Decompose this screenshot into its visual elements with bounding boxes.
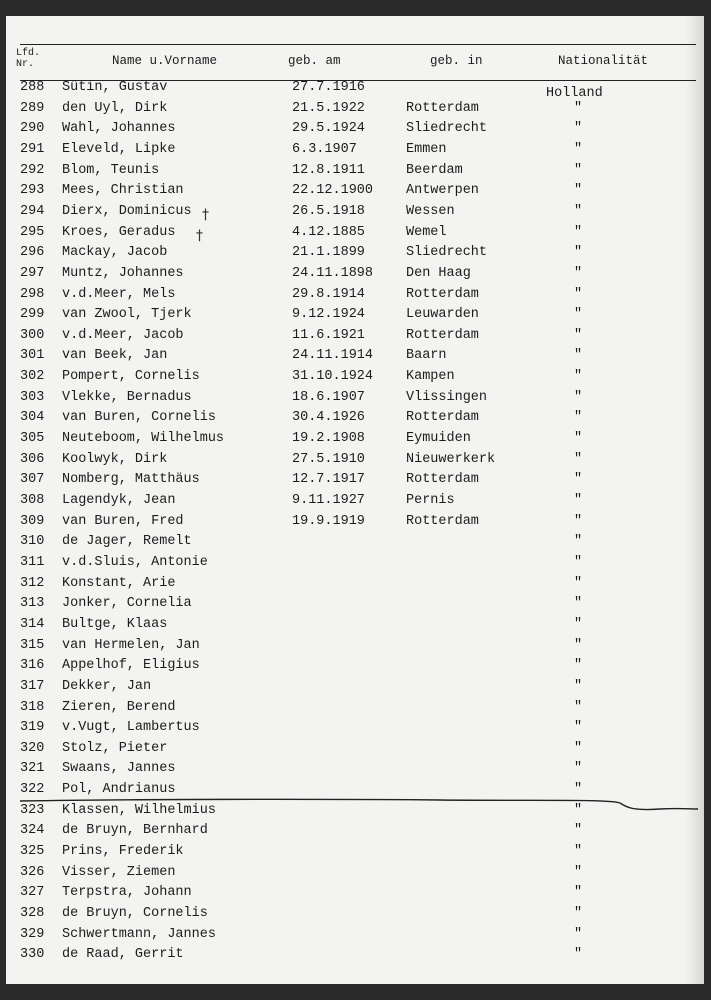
table-row (6, 390, 704, 410)
row-nationality: " (574, 761, 583, 777)
row-birth-place: Rotterdam (406, 286, 479, 302)
table-row (6, 121, 704, 141)
row-name: Klassen, Wilhelmius (62, 802, 216, 818)
table-row (6, 287, 704, 307)
table-row (6, 927, 704, 947)
table-header (6, 48, 704, 74)
row-number: 302 (20, 369, 45, 385)
row-number: 319 (20, 720, 45, 736)
row-name: Terpstra, Johann (62, 885, 192, 901)
row-nationality: " (574, 864, 583, 880)
page-edge (686, 16, 704, 984)
row-birth-place: Sliedrecht (406, 121, 488, 137)
row-nationality: " (574, 183, 583, 199)
row-number: 323 (20, 802, 45, 818)
row-number: 326 (20, 864, 45, 880)
row-number: 321 (20, 761, 45, 777)
row-birth-date: 12.8.1911 (292, 162, 365, 178)
row-name: Mees, Christian (62, 183, 184, 199)
table-row (6, 679, 704, 699)
table-row (6, 266, 704, 286)
table-row (6, 80, 704, 100)
row-birth-date: 6.3.1907 (292, 141, 357, 157)
row-number: 308 (20, 493, 45, 508)
row-nationality: " (574, 658, 583, 674)
row-birth-place: Nieuwerkerk (406, 451, 496, 467)
row-nationality: " (574, 844, 583, 860)
row-nationality: " (574, 513, 583, 529)
table-row (6, 410, 704, 430)
row-nationality: " (574, 740, 583, 756)
row-birth-date: 30.4.1926 (292, 410, 365, 426)
row-number: 309 (20, 513, 45, 529)
table-row (6, 617, 704, 637)
row-nationality: " (574, 348, 583, 364)
row-name: Swaans, Jannes (62, 761, 176, 777)
row-name: Neuteboom, Wilhelmus (62, 431, 225, 447)
row-nationality: " (574, 100, 583, 116)
row-birth-place: Pernis (406, 493, 455, 508)
table-row (6, 472, 704, 492)
document-page (6, 16, 704, 984)
row-name: Pompert, Cornelis (62, 369, 200, 385)
row-nationality: " (574, 121, 583, 137)
row-number: 327 (20, 885, 45, 901)
cross-mark-295: † (196, 228, 203, 244)
row-birth-place: Rotterdam (406, 513, 479, 529)
row-nationality: " (574, 493, 583, 508)
row-birth-date: 9.12.1924 (292, 307, 365, 323)
row-number: 299 (20, 307, 45, 323)
table-row (6, 885, 704, 905)
row-nationality: " (574, 885, 583, 901)
row-birth-date: 21.1.1899 (292, 245, 365, 261)
row-birth-place: Emmen (406, 141, 447, 157)
row-number: 311 (20, 554, 45, 570)
row-birth-date: 31.10.1924 (292, 369, 374, 385)
row-name: Konstant, Arie (62, 575, 176, 591)
table-row (6, 844, 704, 864)
table-row (6, 183, 704, 203)
row-number: 292 (20, 162, 45, 178)
row-name: v.d.Sluis, Antonie (62, 554, 208, 570)
row-nationality: " (574, 431, 583, 447)
row-name: v.Vugt, Lambertus (62, 720, 200, 736)
table-row (6, 369, 704, 389)
row-birth-date: 29.5.1924 (292, 121, 365, 137)
table-row (6, 534, 704, 554)
row-nationality: " (574, 451, 583, 467)
table-row (6, 431, 704, 451)
header-born-on: geb. am (288, 54, 341, 68)
row-name: Zieren, Berend (62, 699, 176, 715)
row-name: Dekker, Jan (62, 678, 152, 694)
row-birth-date: 26.5.1918 (292, 203, 365, 219)
row-number: 306 (20, 451, 45, 467)
row-birth-date: 19.9.1919 (292, 513, 365, 529)
table-row (6, 348, 704, 368)
table-row (6, 720, 704, 740)
row-nationality: " (574, 224, 583, 240)
row-name: Blom, Teunis (62, 162, 160, 178)
row-number: 312 (20, 575, 45, 591)
row-name: de Jager, Remelt (62, 534, 192, 550)
divider-line (20, 797, 698, 817)
row-number: 324 (20, 823, 45, 839)
table-row (6, 101, 704, 121)
row-nationality: Holland (546, 86, 603, 101)
row-nationality: " (574, 802, 583, 818)
table-row (6, 741, 704, 761)
row-birth-date: 9.11.1927 (292, 493, 365, 508)
row-birth-place: Sliedrecht (406, 245, 488, 261)
table-row (6, 452, 704, 472)
row-name: van Buren, Fred (62, 513, 184, 529)
row-number: 322 (20, 782, 45, 798)
table-row (6, 328, 704, 348)
row-name: de Bruyn, Bernhard (62, 823, 208, 839)
row-number: 313 (20, 596, 45, 612)
row-name: Muntz, Johannes (62, 265, 184, 281)
row-number: 289 (20, 100, 45, 116)
row-nationality: " (574, 410, 583, 426)
table-row (6, 514, 704, 534)
row-number: 320 (20, 740, 45, 756)
table-row (6, 225, 704, 245)
table-row (6, 700, 704, 720)
row-name: Eleveld, Lipke (62, 141, 176, 157)
row-number: 316 (20, 658, 45, 674)
row-birth-place: Antwerpen (406, 183, 479, 199)
row-birth-date: 24.11.1914 (292, 348, 374, 364)
row-nationality: " (574, 141, 583, 157)
row-birth-place: Wessen (406, 203, 455, 219)
row-nationality: " (574, 307, 583, 323)
table-row (6, 555, 704, 575)
table-row (6, 906, 704, 926)
row-number: 315 (20, 637, 45, 653)
row-number: 317 (20, 678, 45, 694)
row-nationality: " (574, 616, 583, 632)
header-top-rule (20, 44, 696, 45)
table-row (6, 245, 704, 265)
header-name: Name u.Vorname (112, 54, 218, 68)
row-name: v.d.Meer, Mels (62, 286, 176, 302)
row-nationality: " (574, 575, 583, 591)
row-birth-place: Rotterdam (406, 327, 479, 343)
row-number: 329 (20, 926, 45, 942)
row-birth-date: 12.7.1917 (292, 472, 365, 488)
row-name: v.d.Meer, Jacob (62, 327, 184, 343)
row-name: Koolwyk, Dirk (62, 451, 168, 467)
row-number: 305 (20, 431, 45, 447)
table-row (6, 638, 704, 658)
table-row (6, 307, 704, 327)
row-number: 328 (20, 906, 45, 921)
table-row (6, 596, 704, 616)
row-number: 303 (20, 389, 45, 405)
row-name: Sütin, Gustav (62, 80, 168, 95)
row-name: Visser, Ziemen (62, 864, 176, 880)
row-birth-date: 24.11.1898 (292, 265, 374, 281)
row-nationality: " (574, 534, 583, 550)
table-row (6, 142, 704, 162)
row-number: 296 (20, 245, 45, 261)
row-birth-place: Wemel (406, 224, 447, 240)
row-number: 304 (20, 410, 45, 426)
row-nationality: " (574, 678, 583, 694)
table-row (6, 576, 704, 596)
row-number: 330 (20, 947, 45, 963)
row-nationality: " (574, 369, 583, 385)
row-birth-date: 27.5.1910 (292, 451, 365, 467)
row-number: 310 (20, 534, 45, 550)
row-number: 295 (20, 224, 45, 240)
row-number: 297 (20, 265, 45, 281)
table-row (6, 493, 704, 513)
table-row (6, 865, 704, 885)
row-name: van Hermelen, Jan (62, 637, 200, 653)
row-name: Lagendyk, Jean (62, 493, 176, 508)
row-nationality: " (574, 823, 583, 839)
header-born-in: geb. in (430, 54, 483, 68)
header-nationality: Nationalität (558, 54, 649, 68)
row-name: Jonker, Cornelia (62, 596, 192, 612)
row-birth-place: Den Haag (406, 265, 471, 281)
row-nationality: " (574, 947, 583, 963)
row-birth-date: 4.12.1885 (292, 224, 365, 240)
row-birth-place: Baarn (406, 348, 447, 364)
row-birth-place: Rotterdam (406, 100, 479, 116)
row-birth-date: 22.12.1900 (292, 183, 374, 199)
row-number: 293 (20, 183, 45, 199)
row-nationality: " (574, 389, 583, 405)
row-name: Nomberg, Matthäus (62, 472, 200, 488)
row-nationality: " (574, 782, 583, 798)
row-nationality: " (574, 906, 583, 921)
row-number: 314 (20, 616, 45, 632)
row-nationality: " (574, 265, 583, 281)
table-row (6, 658, 704, 678)
row-nationality: " (574, 926, 583, 942)
row-name: den Uyl, Dirk (62, 100, 168, 116)
row-birth-place: Leuwarden (406, 307, 479, 323)
row-name: Dierx, Dominicus (62, 203, 192, 219)
row-name: de Raad, Gerrit (62, 947, 184, 963)
row-nationality: " (574, 637, 583, 653)
row-birth-place: Beerdam (406, 162, 463, 178)
row-birth-date: 19.2.1908 (292, 431, 365, 447)
row-nationality: " (574, 162, 583, 178)
row-birth-date: 21.5.1922 (292, 100, 365, 116)
row-birth-date: 29.8.1914 (292, 286, 365, 302)
row-name: Wahl, Johannes (62, 121, 176, 137)
row-number: 325 (20, 844, 45, 860)
row-name: Mackay, Jacob (62, 245, 168, 261)
row-name: Vlekke, Bernadus (62, 389, 192, 405)
row-birth-date: 18.6.1907 (292, 389, 365, 405)
table-row (6, 823, 704, 843)
row-number: 291 (20, 141, 45, 157)
row-nationality: " (574, 203, 583, 219)
row-number: 288 (20, 80, 45, 95)
row-name: van Zwool, Tjerk (62, 307, 192, 323)
row-nationality: " (574, 699, 583, 715)
row-birth-place: Vlissingen (406, 389, 488, 405)
row-name: van Beek, Jan (62, 348, 168, 364)
row-name: Pol, Andrianus (62, 782, 176, 798)
row-number: 301 (20, 348, 45, 364)
row-birth-place: Rotterdam (406, 410, 479, 426)
row-nationality: " (574, 554, 583, 570)
row-nationality: " (574, 472, 583, 488)
row-number: 290 (20, 121, 45, 137)
row-nationality: " (574, 327, 583, 343)
cross-mark-294: † (202, 207, 209, 223)
row-number: 300 (20, 327, 45, 343)
row-birth-place: Kampen (406, 369, 455, 385)
table-row (6, 947, 704, 967)
table-row (6, 204, 704, 224)
row-name: Schwertmann, Jannes (62, 926, 216, 942)
row-number: 294 (20, 203, 45, 219)
row-name: Prins, Frederik (62, 844, 184, 860)
row-nationality: " (574, 720, 583, 736)
row-number: 318 (20, 699, 45, 715)
row-number: 298 (20, 286, 45, 302)
row-name: Kroes, Geradus (62, 224, 176, 240)
row-name: Appelhof, Eligius (62, 658, 200, 674)
row-name: van Buren, Cornelis (62, 410, 216, 426)
row-name: de Bruyn, Cornelis (62, 906, 208, 921)
row-birth-date: 27.7.1916 (292, 80, 365, 95)
row-birth-date: 11.6.1921 (292, 327, 365, 343)
row-nationality: " (574, 596, 583, 612)
row-nationality: " (574, 286, 583, 302)
row-birth-place: Eymuiden (406, 431, 471, 447)
table-row (6, 761, 704, 781)
table-row (6, 163, 704, 183)
row-nationality: " (574, 245, 583, 261)
row-number: 307 (20, 472, 45, 488)
header-number: Lfd. Nr. (16, 48, 41, 70)
row-birth-place: Rotterdam (406, 472, 479, 488)
row-name: Bultge, Klaas (62, 616, 168, 632)
row-name: Stolz, Pieter (62, 740, 168, 756)
